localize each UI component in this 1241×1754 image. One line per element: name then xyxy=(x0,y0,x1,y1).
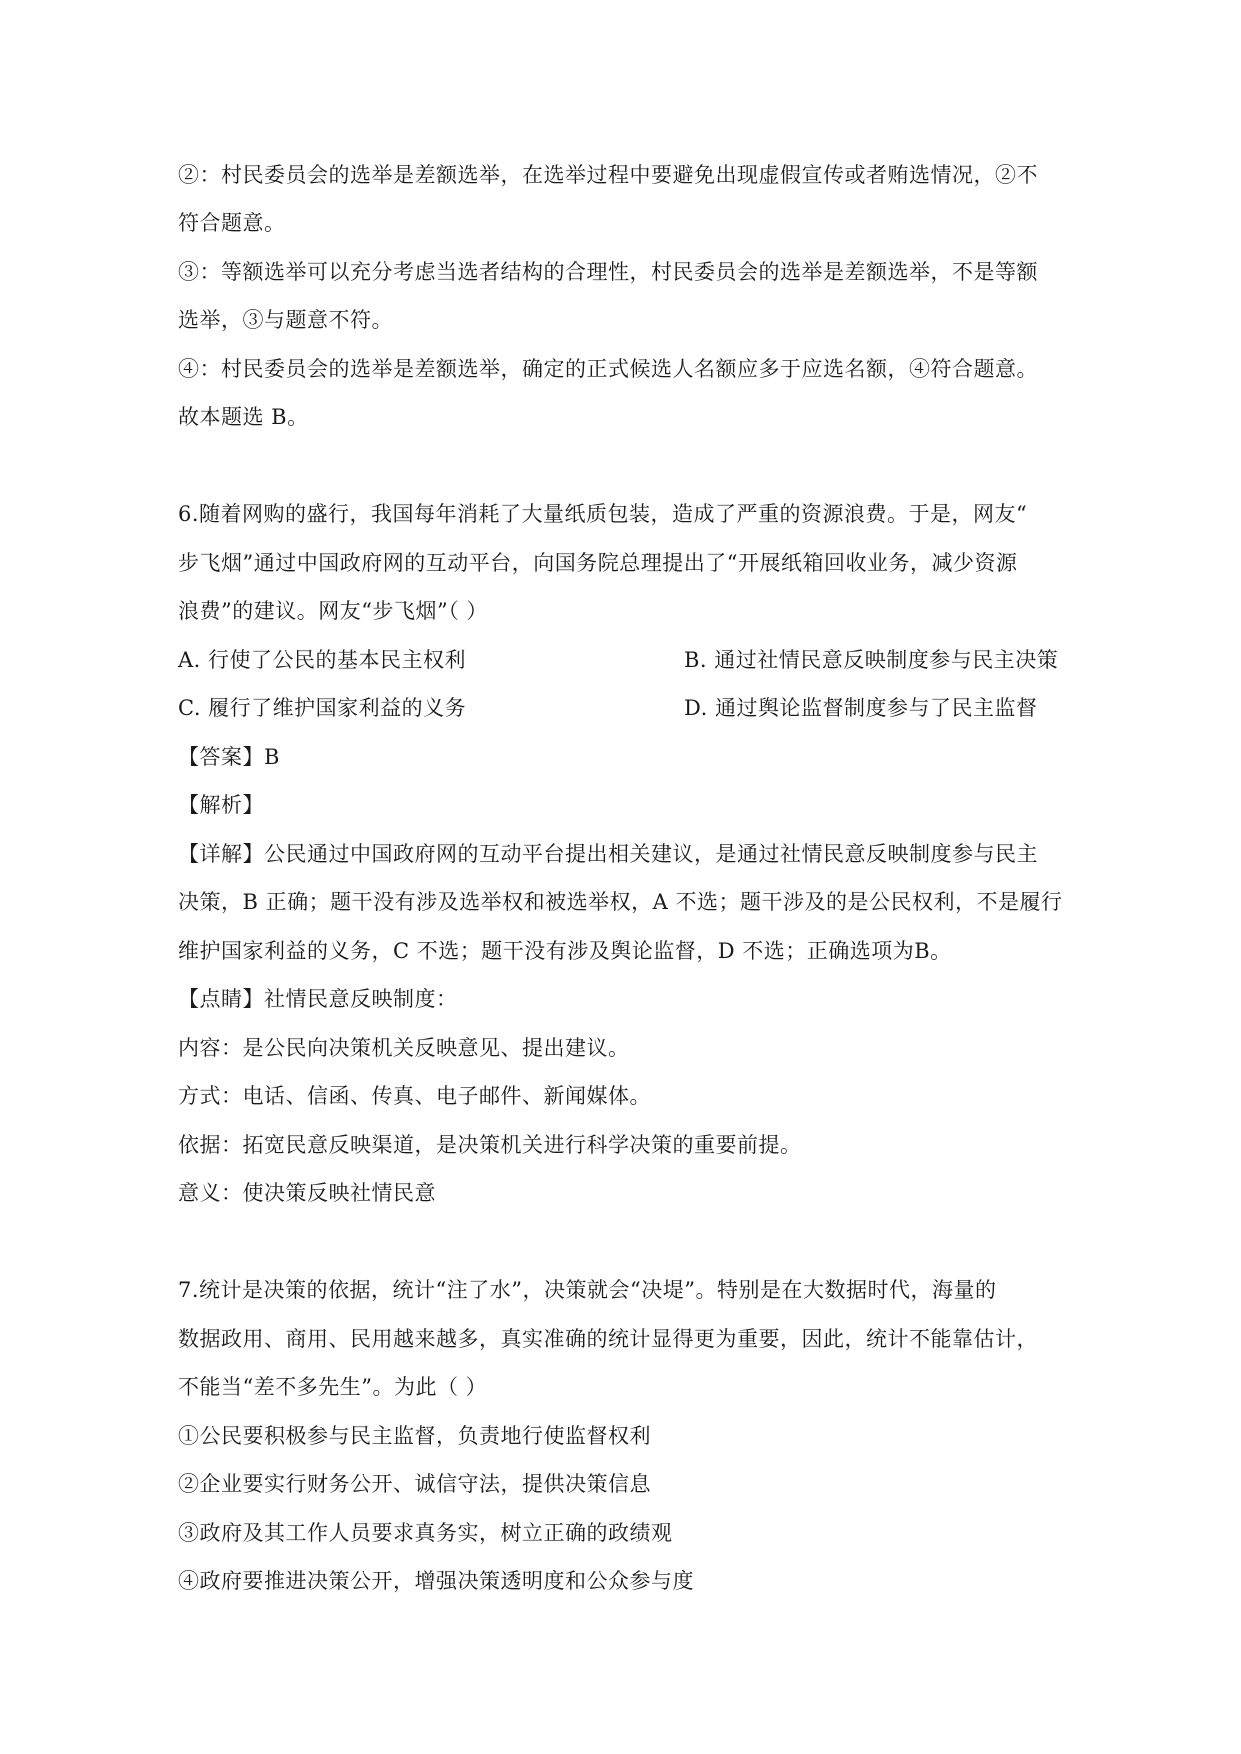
q5-conclusion: 故本题选 B。 xyxy=(178,405,309,429)
q6-tip-heading: 【点睛】社情民意反映制度： xyxy=(178,987,458,1011)
q7-item-3: ③政府及其工作人员要求真务实，树立正确的政绩观 xyxy=(178,1521,673,1545)
q6-option-c: C. 履行了维护国家利益的义务 xyxy=(178,696,467,720)
q7-item-2: ②企业要实行财务公开、诚信守法，提供决策信息 xyxy=(178,1472,651,1496)
q6-tip-meaning: 意义：使决策反映社情民意 xyxy=(178,1181,436,1205)
q5-analysis-line: ④：村民委员会的选举是差额选举，确定的正式候选人名额应多于应选名额，④符合题意。 xyxy=(178,357,1038,381)
q6-option-b: B. 通过社情民意反映制度参与民主决策 xyxy=(684,648,1059,672)
q7-item-4: ④政府要推进决策公开，增强决策透明度和公众参与度 xyxy=(178,1569,694,1593)
q6-option-d: D. 通过舆论监督制度参与了民主监督 xyxy=(684,696,1038,720)
q6-detail-line: 维护国家利益的义务，C 不选；题干没有涉及舆论监督，D 不选；正确选项为B。 xyxy=(178,939,952,963)
q6-tip-method: 方式：电话、信函、传真、电子邮件、新闻媒体。 xyxy=(178,1084,651,1108)
q6-detail-line: 【详解】公民通过中国政府网的互动平台提出相关建议，是通过社情民意反映制度参与民主 xyxy=(178,842,1038,866)
q7-stem-line: 7.统计是决策的依据，统计“注了水”，决策就会“决堤”。特别是在大数据时代，海量的 xyxy=(178,1278,997,1302)
q6-tip-content: 内容：是公民向决策机关反映意见、提出建议。 xyxy=(178,1036,630,1060)
q7-stem-line: 不能当“差不多先生”。为此（ ） xyxy=(178,1375,488,1399)
q5-analysis-line: 选举，③与题意不符。 xyxy=(178,308,393,332)
q6-analysis-heading: 【解析】 xyxy=(178,793,264,817)
q6-option-a: A. 行使了公民的基本民主权利 xyxy=(178,648,467,672)
q5-analysis-line: ②：村民委员会的选举是差额选举，在选举过程中要避免出现虚假宣传或者贿选情况，②不 xyxy=(178,163,1038,187)
q5-analysis-line: 符合题意。 xyxy=(178,211,286,235)
q6-tip-basis: 依据：拓宽民意反映渠道，是决策机关进行科学决策的重要前提。 xyxy=(178,1133,802,1157)
q6-detail-line: 决策，B 正确；题干没有涉及选举权和被选举权，A 不选；题干涉及的是公民权利，不是履行 xyxy=(178,890,1063,914)
q7-stem-line: 数据政用、商用、民用越来越多，真实准确的统计显得更为重要，因此，统计不能靠估计， xyxy=(178,1327,1038,1351)
q5-analysis-line: ③：等额选举可以充分考虑当选者结构的合理性，村民委员会的选举是差额选举，不是等额 xyxy=(178,260,1038,284)
q6-answer: 【答案】B xyxy=(178,745,280,769)
q6-stem-line: 6.随着网购的盛行，我国每年消耗了大量纸质包装，造成了严重的资源浪费。于是，网友“ xyxy=(178,502,1028,526)
q7-item-1: ①公民要积极参与民主监督，负责地行使监督权利 xyxy=(178,1424,651,1448)
q6-stem-line: 浪费”的建议。网友“步飞烟”（ ） xyxy=(178,599,488,623)
q6-stem-line: 步飞烟”通过中国政府网的互动平台，向国务院总理提出了“开展纸箱回收业务，减少资源 xyxy=(178,551,1018,575)
